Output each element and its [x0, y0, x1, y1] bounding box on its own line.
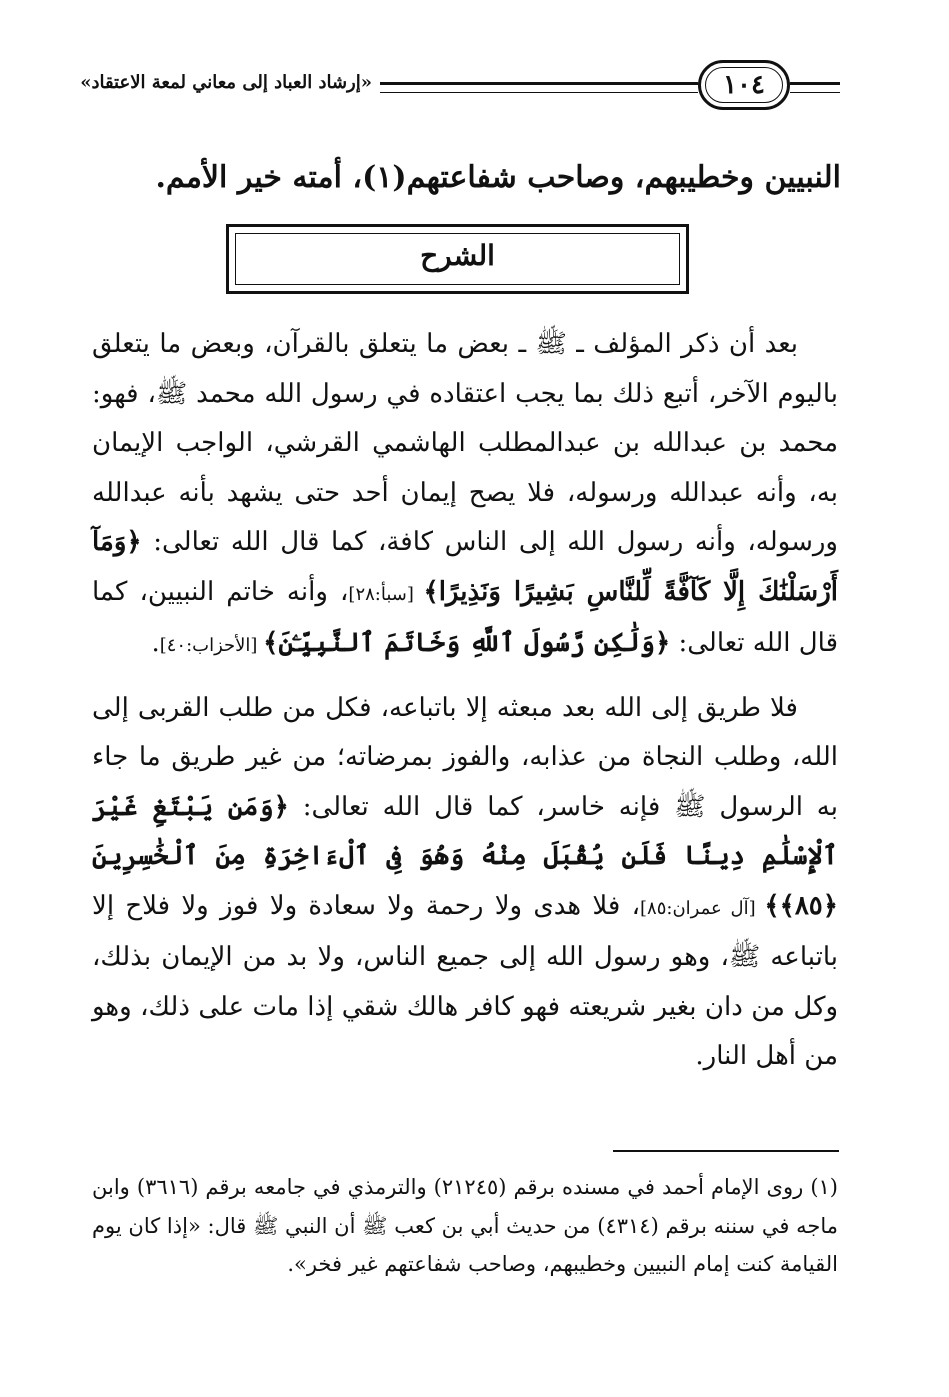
paragraph-2: [92, 684, 838, 1082]
page-number-badge: ١٠٤: [698, 60, 790, 110]
matn-text: النبيين وخطيبهم، وصاحب شفاعتهم(١)، أمته خير الأمم.: [155, 160, 841, 195]
paragraph-1-text-c: .: [151, 628, 160, 658]
header-rule-left: [380, 82, 698, 93]
quran-verse-imran: ﴿وَمَن يَبْتَغِ غَيْرَ ٱلْإِسْلَٰمِ دِينًا فَلَن يُقْبَلَ مِنْهُ وَهُوَ فِى ٱلْءَاخِرَةِ مِنَ ٱلْخَٰسِرِينَ ﴿٨٥﴾﴾: [92, 791, 838, 921]
paragraph-2-text-b: ، فلا هدى ولا رحمة ولا سعادة ولا فوز ولا فلاح إلا باتباعه ﷺ، وهو رسول الله إلى جميع الناس، ولا بد من الإيمان بذلك، وكل من دان بغير شريعته فهو كافر هالك شقي إذا مات على ذلك، وهو من أهل النار.: [92, 890, 838, 1071]
verse-reference-saba: [سبأ:٢٨]: [348, 583, 424, 605]
verse-reference-imran: [آل عمران:٨٥]: [640, 897, 765, 919]
page-header: [80, 60, 840, 120]
section-heading-box: [226, 224, 689, 294]
footnote-divider: [613, 1150, 839, 1152]
book-title: «إرشاد العباد إلى معاني لمعة الاعتقاد»: [80, 72, 372, 93]
paragraph-1-text-a: بعد أن ذكر المؤلف ـ ﷺ ـ بعض ما يتعلق بالقرآن، وبعض ما يتعلق باليوم الآخر، أتبع ذلك بما يجب اعتقاده في رسول الله محمد ﷺ، فهو: محمد بن عبدالله بن عبدالمطلب الهاشمي القرشي، الواجب الإيمان به، وأنه عبدالله ورسوله، فلا يصح إيمان أحد حتى يشهد بأنه عبدالله ورسوله، وأنه رسول الله إلى الناس كافة، كما قال الله تعالى:: [92, 329, 838, 557]
quran-verse-ahzab: ﴿وَلَٰكِن رَّسُولَ ٱللَّهِ وَخَاتَمَ ٱلنَّبِيِّـۧنَ﴾: [263, 628, 671, 658]
paragraph-2-text-a: فلا طريق إلى الله بعد مبعثه إلا باتباعه، فكل من طلب القربى إلى الله، وطلب النجاة من عذابه، والفوز بمرضاته؛ من غير طريق ما جاء به الرسول ﷺ فإنه خاسر، كما قال الله تعالى:: [92, 692, 838, 822]
paragraph-1: [92, 320, 838, 671]
commentary-body: [92, 320, 838, 1082]
verse-reference-ahzab: [الأحزاب:٤٠]: [159, 635, 264, 656]
header-rule-right: [790, 82, 840, 93]
footnote-1: (١) روى الإمام أحمد في مسنده برقم (٢١٢٤٥) والترمذي في جامعه برقم (٣٦١٦) وابن ماجه في سننه برقم (٤٣١٤) من حديث أبي بن كعب ﷺ أن النبي ﷺ قال: «إذا كان يوم القيامة كنت إمام النبيين وخطيبهم، وصاحب شفاعتهم غير فخر».: [92, 1175, 838, 1276]
quran-verse-saba: ﴿وَمَآ أَرْسَلْنَٰكَ إِلَّا كَآفَّةً لِّلنَّاسِ بَشِيرًا وَنَذِيرًا﴾: [92, 527, 838, 607]
section-heading: الشرح: [420, 239, 495, 272]
footnote: [92, 1168, 838, 1284]
paragraph-1-text-b: ، وأنه خاتم النبيين، كما قال الله تعالى:: [92, 576, 838, 658]
